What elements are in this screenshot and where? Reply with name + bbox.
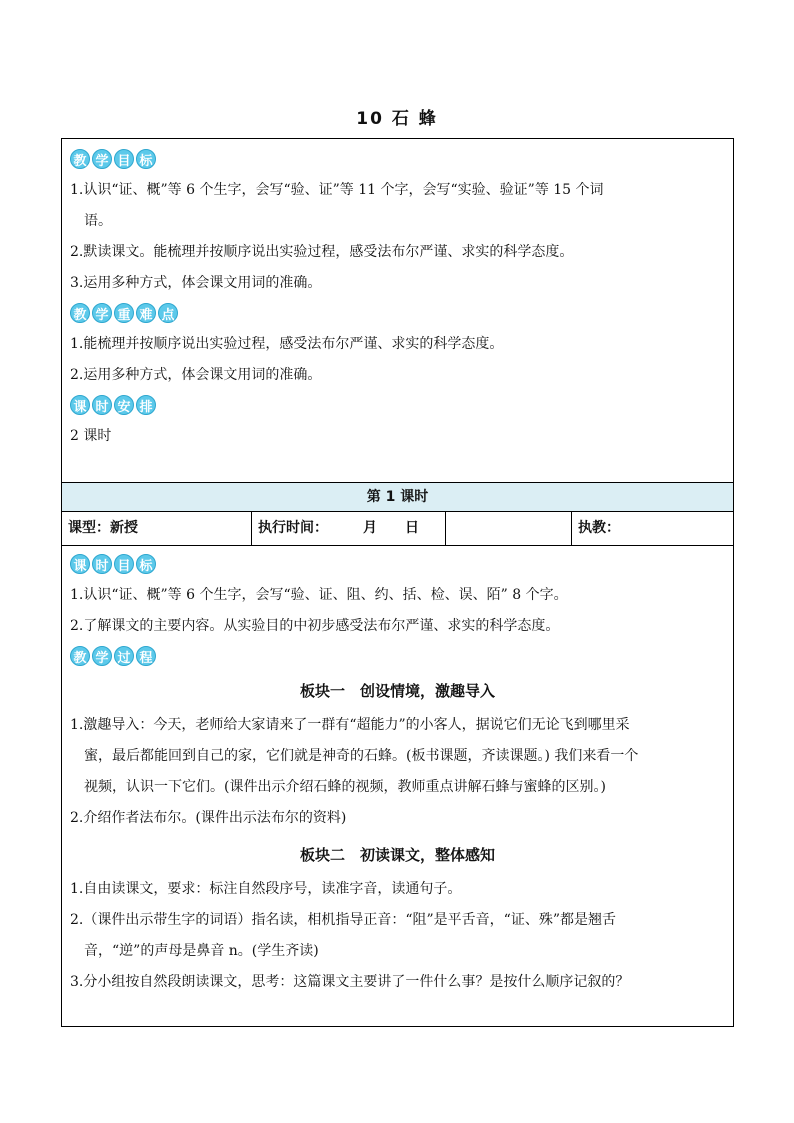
process-step-line: 1.激趣导入：今天，老师给大家请来了一群有“超能力”的小客人，据说它们无论飞到哪里采: [70, 717, 630, 733]
badge-char: 安: [114, 395, 134, 415]
badge-char: 教: [70, 646, 90, 666]
badge-char: 过: [114, 646, 134, 666]
lesson-meta-row: [62, 512, 733, 546]
document-title: 10 石 蜂: [356, 109, 438, 129]
badge-char: 目: [114, 149, 134, 169]
badge-char: 学: [92, 646, 112, 666]
process-step-line: 蜜，最后都能回到自己的家，它们就是神奇的石蜂。(板书课题，齐读课题。) 我们来看一个: [84, 748, 639, 764]
process-step-line: 2.介绍作者法布尔。(课件出示法布尔的资料): [70, 810, 347, 826]
badge-char: 目: [114, 554, 134, 574]
teaching-process-badge: [70, 646, 725, 666]
process-step: [70, 710, 725, 803]
execution-time: 执行时间： 月 日: [252, 512, 446, 545]
badge-char: 时: [92, 554, 112, 574]
block-one-title: 板块一 创设情境，激趣导入: [299, 682, 495, 700]
lesson-header: 第 1 课时: [62, 482, 733, 512]
key-points-badge: [70, 303, 725, 323]
process-step-line: 视频，认识一下它们。(课件出示介绍石蜂的视频，教师重点讲解石蜂与蜜蜂的区别。): [84, 779, 606, 795]
lesson-plan-table: [61, 138, 734, 1027]
process-step: [70, 905, 725, 967]
process-step-line: 1.自由读课文，要求：标注自然段序号，读准字音，读通句子。: [70, 881, 462, 897]
goal-item: 2.默读课文。能梳理并按顺序说出实验过程，感受法布尔严谨、求实的科学态度。: [70, 244, 574, 260]
badge-char: 重: [114, 303, 134, 323]
badge-char: 时: [92, 395, 112, 415]
lesson-goals-badge: [70, 554, 725, 574]
lesson-detail-section: [62, 546, 733, 1026]
badge-char: 教: [70, 303, 90, 323]
process-step-line: 音，“逆”的声母是鼻音 n。(学生齐读): [84, 943, 319, 959]
process-step: [70, 967, 725, 998]
process-step: [70, 803, 725, 834]
schedule-badge: [70, 395, 725, 415]
process-step-line: 2.（课件出示带生字的词语）指名读，相机指导正音：“阻”是平舌音，“证、殊”都是翘舌: [70, 912, 616, 928]
lesson-type: 课型：新授: [62, 512, 252, 545]
process-step: [70, 874, 725, 905]
goal-item-cont: 语。: [84, 213, 112, 229]
badge-char: 程: [136, 646, 156, 666]
lesson-goal-item: 1.认识“证、概”等 6 个生字，会写“验、证、阻、约、括、检、误、陌” 8 个字。: [70, 587, 568, 603]
badge-char: 点: [158, 303, 178, 323]
teacher-field: 执教：: [578, 520, 620, 536]
teaching-goals-badge: [70, 149, 725, 169]
badge-char: 难: [136, 303, 156, 323]
badge-char: 课: [70, 554, 90, 574]
key-point-item: 2.运用多种方式，体会课文用词的准确。: [70, 367, 322, 383]
goal-item: 1.认识“证、概”等 6 个生字，会写“验、证”等 11 个字，会写“实验、验证”等 15 个词: [70, 182, 604, 198]
badge-char: 学: [92, 149, 112, 169]
schedule-text: 2 课时: [70, 428, 112, 444]
goal-item: 3.运用多种方式，体会课文用词的准确。: [70, 275, 322, 291]
lesson-goal-item: 2.了解课文的主要内容。从实验目的中初步感受法布尔严谨、求实的科学态度。: [70, 618, 560, 634]
badge-char: 课: [70, 395, 90, 415]
meta-blank-cell: [446, 512, 572, 545]
badge-char: 教: [70, 149, 90, 169]
overview-section: [62, 139, 733, 482]
block-two-title: 板块二 初读课文，整体感知: [299, 846, 495, 864]
badge-char: 排: [136, 395, 156, 415]
badge-char: 标: [136, 149, 156, 169]
badge-char: 学: [92, 303, 112, 323]
process-step-line: 3.分小组按自然段朗读课文，思考：这篇课文主要讲了一件什么事？是按什么顺序记叙的？: [70, 974, 630, 990]
key-point-item: 1.能梳理并按顺序说出实验过程，感受法布尔严谨、求实的科学态度。: [70, 336, 504, 352]
badge-char: 标: [136, 554, 156, 574]
